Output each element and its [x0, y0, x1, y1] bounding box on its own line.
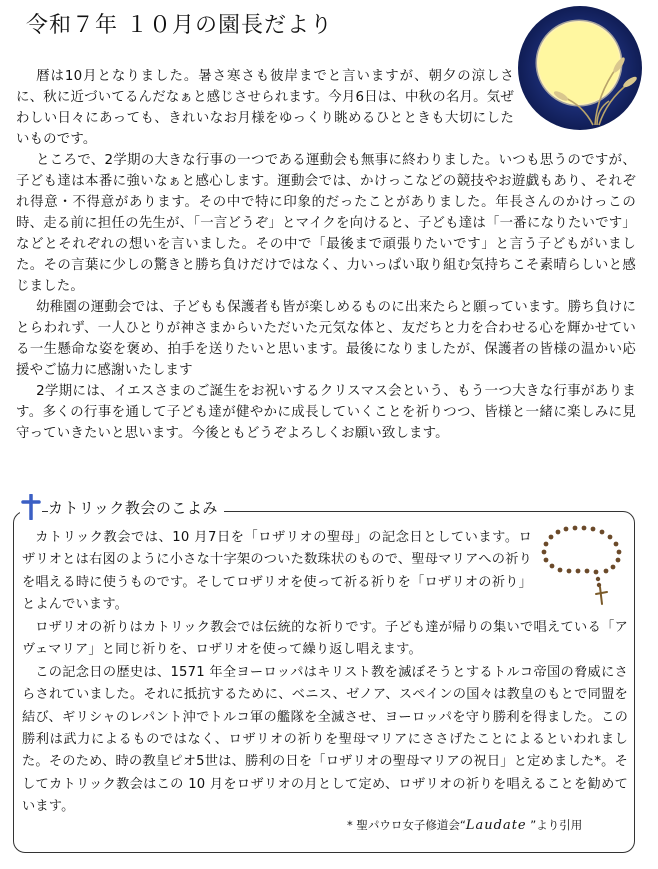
calendar-paragraph-2: ロザリオの祈りはカトリック教会では伝統的な祈りです。子ども達が帰りの集いで唱えている「アヴェマリア」と同じ祈りを、ロザリオを使って繰り返し唱えます。: [22, 620, 628, 658]
rosary-icon: [536, 524, 626, 606]
source-credit: [347, 817, 582, 833]
credit-suffix: ”より引用: [526, 818, 583, 832]
credit-prefix: * 聖パウロ女子修道会“: [347, 818, 466, 832]
calendar-intro: [22, 527, 532, 617]
letter-body: [16, 150, 636, 444]
calendar-header: [20, 494, 224, 520]
calendar-paragraph-1: カトリック教会では、10 月7日を「ロザリオの聖母」の記念日としています。ロザリオとは右図のように小さな十字架のついた数珠状のもので、聖母マリアへの祈りを唱える時に使うものです。そしてロザリオを使って祈る祈りを「ロザリオの祈り」とよんでいます。: [22, 530, 532, 613]
letter-paragraph-3: 幼稚園の運動会では、子どもも保護者も皆が楽しめるものに出来たらと願っています。勝ち負けにとらわれず、一人ひとりが神さまからいただいた元気な体と、友だちと力を合わせる心を輝かせている一生懸命な姿を褒め、拍手を送りたいと思います。最後になりましたが、保護者の皆様の温かい応援やご協力に感謝いたします: [16, 300, 636, 378]
letter-paragraph-1: 暦は10月となりました。暑さ寒さも彼岸までと言いますが、朝夕の涼しさに、秋に近づいてるんだなぁと感じさせられます。今月6日は、中秋の名月。気ぜわしい日々にあっても、きれいなお月様をゆっくり眺めるひとときも大切にしたいものです。: [16, 69, 514, 147]
credit-magazine: Laudate: [465, 818, 527, 833]
calendar-heading: カトリック教会のこよみ: [48, 497, 224, 518]
calendar-body: [22, 617, 628, 819]
moon-with-pampas-grass-icon: [517, 5, 643, 131]
calendar-paragraph-3: この記念日の歴史は、1571 年全ヨーロッパはキリスト教を滅ぼそうとするトルコ帝国の脅威にさらされていました。それに抵抗するために、ベニス、ゼノア、スペインの国々は教皇のもとで同盟を結び、ギリシャのレパント沖でトルコ軍の艦隊を全滅させ、ヨーロッパを守り勝利を得ました。この勝利は武力によるものではなく、ロザリオの祈りを聖母マリアにささげたことによるといわれました。そのため、時の教皇ピオ5世は、勝利の日を「ロザリオの聖母マリアの祝日」と定めました*。そしてカトリック教会はこの 10 月をロザリオの月として定め、ロザリオの祈りを唱えることを勧めています。: [22, 664, 628, 815]
letter-intro: [16, 66, 514, 150]
page-title: 令和７年 １０月の園長だより: [26, 13, 333, 38]
letter-paragraph-4: 2学期には、イエスさまのご誕生をお祝いするクリスマス会という、もう一つ大きな行事があります。多くの行事を通して子ども達が健やかに成長していくことを祈りつつ、皆様と一緒に楽しみに見守っていきたいと思います。今後ともどうぞよろしくお願い致します。: [16, 384, 636, 441]
cross-icon: [20, 494, 42, 520]
letter-paragraph-2: ところで、2学期の大きな行事の一つである運動会も無事に終わりました。いつも思うのですが、子ども達は本番に強いなぁと感心します。運動会では、かけっこなどの競技やお遊戯もあり、それぞれ得意・不得意があります。その中で特に印象的だったことがありました。年長さんのかけっこの時、走る前に担任の先生が、「一言どうぞ」とマイクを向けると、子ども達は「一番になりたいです」などとそれぞれの想いを言いました。その中で「最後まで頑張りたいです」と言う子どもがいました。その言葉に少しの驚きと勝ち負けだけではなく、力いっぱい取り組む気持ちこそ素晴らしいと感じました。: [16, 153, 636, 294]
